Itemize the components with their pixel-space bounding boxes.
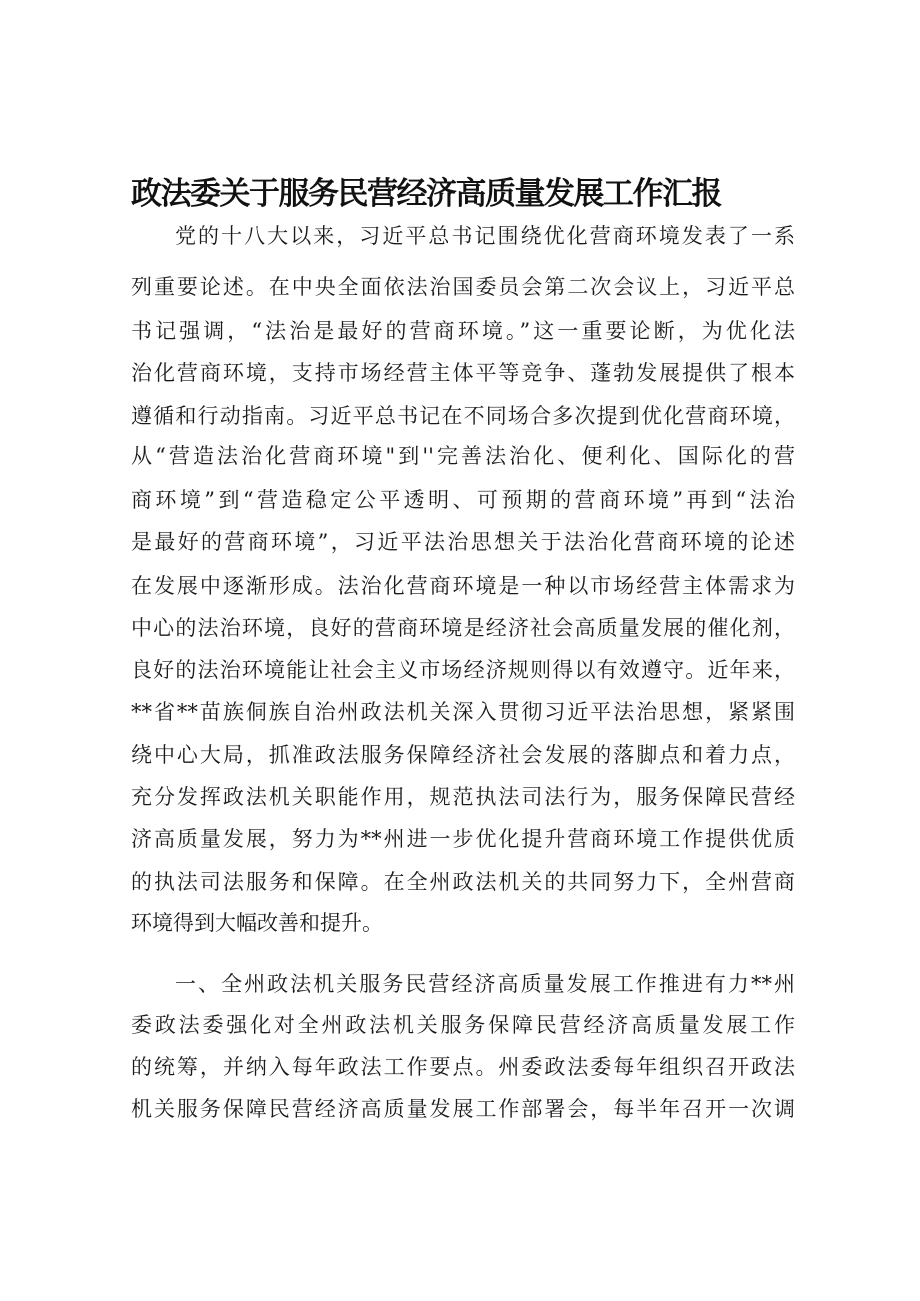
paragraph-line: 中心的法治环境，良好的营商环境是经济社会高质量发展的催化剂， [131, 616, 795, 640]
paragraph-line: 党的十八大以来，习近平总书记围绕优化营商环境发表了一系 [175, 224, 795, 248]
paragraph-line: 环境得到大幅改善和提升。 [131, 911, 383, 935]
paragraph-line: 的执法司法服务和保障。在全州政法机关的共同努力下，全州营商 [131, 870, 795, 894]
paragraph-line: 书记强调，“法治是最好的营商环境。”这一重要论断，为优化法 [131, 319, 795, 343]
paragraph-line: 是最好的营商环境”，习近平法治思想关于法治化营商环境的论述 [131, 530, 795, 554]
paragraph-line: 充分发挥政法机关职能作用，规范执法司法行为，服务保障民营经 [131, 785, 795, 809]
paragraph-line: 遵循和行动指南。习近平总书记在不同场合多次提到优化营商环境， [131, 404, 795, 428]
paragraph-line: 良好的法治环境能让社会主义市场经济规则得以有效遵守。近年来， [131, 658, 795, 682]
paragraph-line: 济高质量发展，努力为**州进一步优化提升营商环境工作提供优质 [131, 827, 795, 851]
paragraph-line: **省**苗族侗族自治州政法机关深入贯彻习近平法治思想，紧紧围 [131, 700, 795, 724]
paragraph-line: 列重要论述。在中央全面依法治国委员会第二次会议上，习近平总 [131, 275, 795, 299]
paragraph-line: 在发展中逐渐形成。法治化营商环境是一种以市场经营主体需求为 [131, 574, 795, 598]
paragraph-line: 委政法委强化对全州政法机关服务保障民营经济高质量发展工作 [131, 1013, 795, 1037]
paragraph-line: 商环境”到“营造稳定公平透明、可预期的营商环境”再到“法治 [131, 488, 795, 512]
paragraph-line: 一、全州政法机关服务民营经济高质量发展工作推进有力**州 [175, 972, 795, 996]
paragraph-line: 机关服务保障民营经济高质量发展工作部署会，每半年召开一次调 [131, 1097, 795, 1121]
paragraph-line: 绕中心大局，抓准政法服务保障经济社会发展的落脚点和着力点， [131, 743, 795, 767]
paragraph-line: 治化营商环境，支持市场经营主体平等竞争、蓬勃发展提供了根本 [131, 361, 795, 385]
document-title: 政法委关于服务民营经济高质量发展工作汇报 [131, 176, 721, 212]
paragraph-line: 的统筹，并纳入每年政法工作要点。州委政法委每年组织召开政法 [131, 1055, 795, 1079]
paragraph-line: 从“营造法治化营商环境"到''完善法治化、便利化、国际化的营 [131, 444, 795, 468]
